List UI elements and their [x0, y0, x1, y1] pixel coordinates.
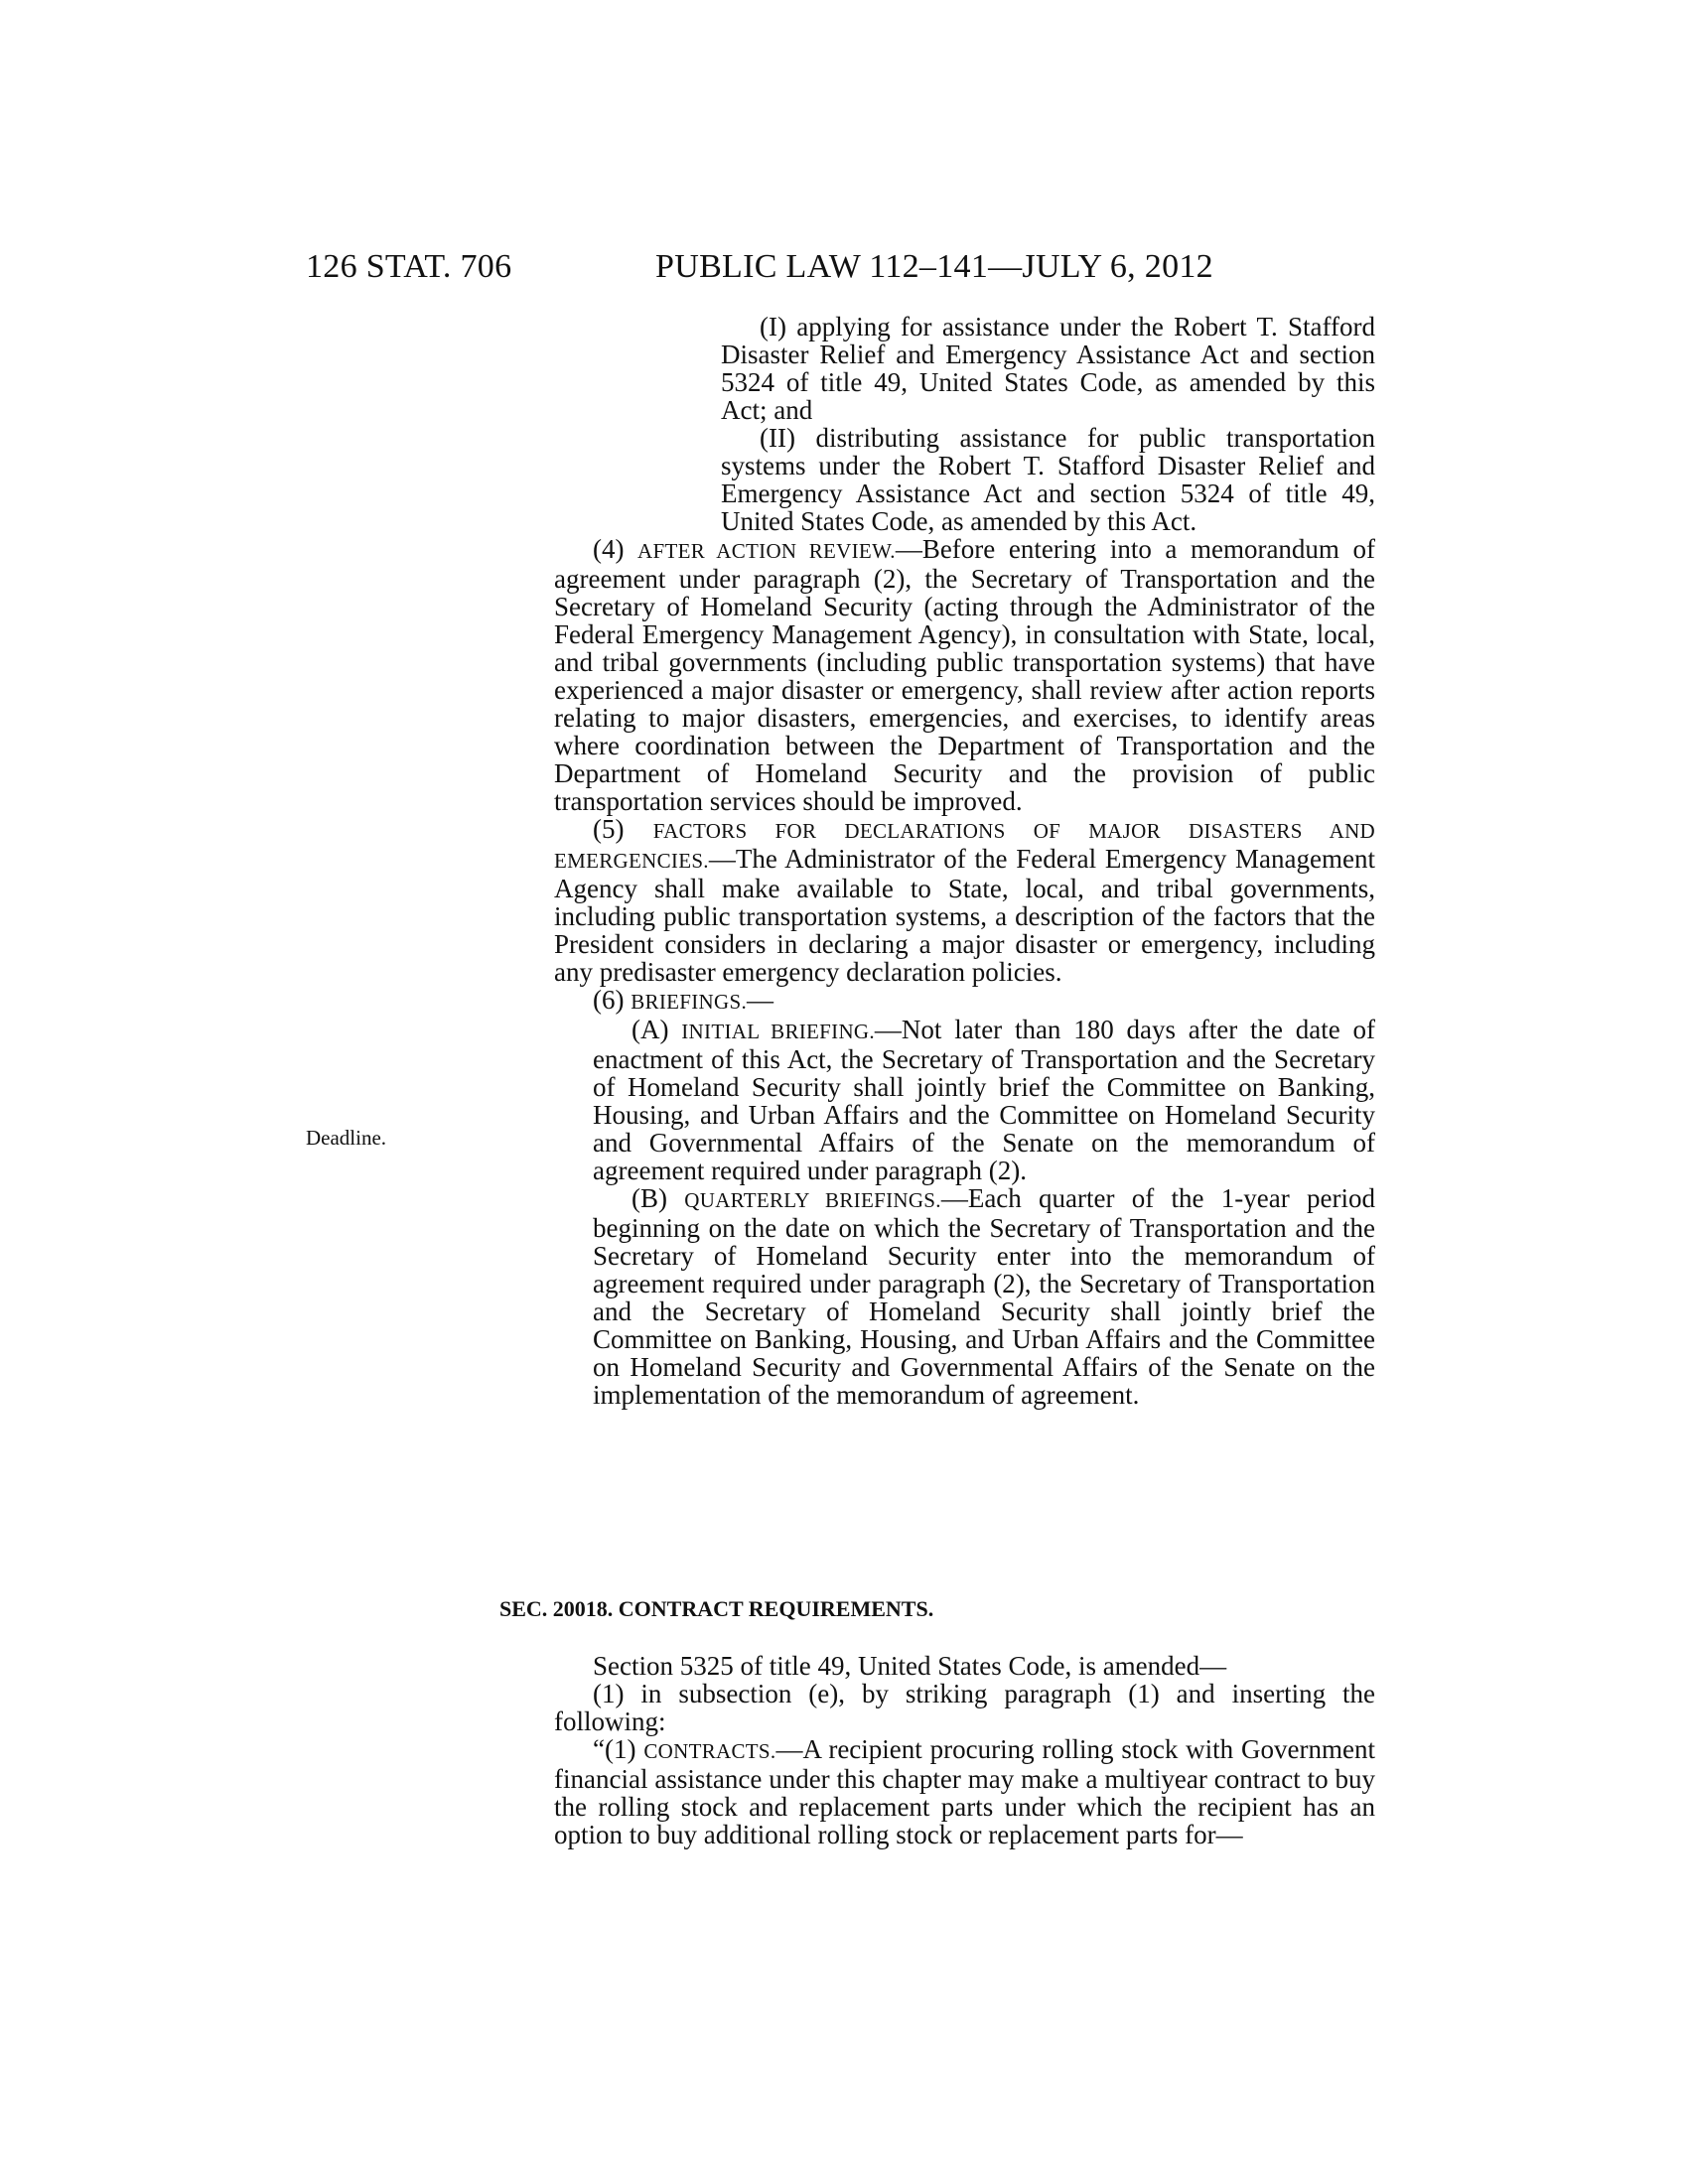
paragraph-6: [554, 986, 1375, 1016]
section-body-text: [554, 1652, 1375, 1848]
paragraph-6A-heading: INITIAL BRIEFING.: [681, 1020, 875, 1043]
paragraph-6B-text: —Each quarter of the 1-year period beginning on the date on which the Secretary of Transportation and the Secretary of Homeland Security enter into the memorandum of agreement required under paragraph (2), the Secretary of Transportation and the Secretary of Homeland Security shall jointly brief the Committee on Banking, Housing, and Urban Affairs and the Committee on Homeland Security and Governmental Affairs of the Senate on the implementation of the memorandum of agreement.: [593, 1183, 1375, 1410]
section-intro: Section 5325 of title 49, United States Code, is amended—: [593, 1651, 1227, 1681]
paragraph-5-heading: FACTORS FOR DECLARATIONS OF MAJOR DISASTERS AND EMERGENCIES.: [554, 819, 1376, 873]
paragraph-4: [554, 535, 1375, 815]
running-header: PUBLIC LAW 112–141—JULY 6, 2012: [655, 248, 1213, 285]
paragraph-4-number: (4): [593, 534, 638, 564]
paragraph-6-heading: BRIEFINGS.: [631, 990, 748, 1014]
paragraph-II: (II) distributing assistance for public transportation systems under the Robert T. Stafford Disaster Relief and Emergency Assistance Act and section 5324 of title 49, United States Code, as amended by this Act.: [721, 423, 1375, 536]
paragraph-I: (I) applying for assistance under the Robert T. Stafford Disaster Relief and Emergency Assistance Act and section 5324 of title 49, United States Code, as amended by this Act; and: [721, 312, 1375, 425]
inserted-paragraph-1-heading: CONTRACTS.: [643, 1739, 776, 1763]
inserted-paragraph-1: [554, 1735, 1375, 1848]
inserted-paragraph-1-text: —A recipient procuring rolling stock with Government financial assistance under this chapter may make a multiyear contract to buy the rolling stock and replacement parts under which the recipient has an option to buy additional rolling stock or replacement parts for—: [554, 1734, 1376, 1849]
paragraph-6-number: (6): [593, 985, 632, 1015]
paragraph-5-number: (5): [593, 814, 653, 844]
paragraph-4-heading: AFTER ACTION REVIEW.: [637, 539, 896, 563]
paragraph-6A-text: —Not later than 180 days after the date of enactment of this Act, the Secretary of Transportation and the Secretary of Homeland Security shall jointly brief the Committee on Banking, Housing, and Urban Affairs and the Committee on Homeland Security and Governmental Affairs of the Senate on the memorandum of agreement required under paragraph (2).: [593, 1015, 1375, 1185]
margin-note: Deadline.: [306, 1126, 387, 1150]
paragraph-6A: [554, 1016, 1375, 1184]
paragraph-6A-number: (A): [632, 1015, 682, 1044]
paragraph-6B-number: (B): [632, 1183, 685, 1213]
paragraph-5-text: —The Administrator of the Federal Emergency Management Agency shall make available to State, local, and tribal governments, including public transportation systems, a description of the factors that the President considers in declaring a major disaster or emergency, including any predisaster emergency declaration policies.: [554, 844, 1375, 987]
paragraph-6-text: —: [747, 985, 774, 1015]
body-text: [554, 313, 1375, 1409]
paragraph-6B: [554, 1184, 1375, 1409]
inserted-paragraph-1-number: “(1): [593, 1734, 644, 1764]
paragraph-5: [554, 815, 1375, 986]
paragraph-6B-heading: QUARTERLY BRIEFINGS.: [684, 1188, 941, 1212]
amendment-1: (1) in subsection (e), by striking paragraph (1) and inserting the following:: [554, 1679, 1375, 1736]
paragraph-4-text: —Before entering into a memorandum of agreement under paragraph (2), the Secretary of Transportation and the Secretary of Homeland Security (acting through the Administrator of the Federal Emergency Management Agency), in consultation with State, local, and tribal governments (including public transportation systems) that have experienced a major disaster or emergency, shall review after action reports relating to major disasters, emergencies, and exercises, to identify areas where coordination between the Department of Transportation and the Department of Homeland Security and the provision of public transportation services should be improved.: [554, 534, 1375, 816]
section-heading: SEC. 20018. CONTRACT REQUIREMENTS.: [499, 1596, 934, 1621]
page-stat-citation: 126 STAT. 706: [306, 248, 512, 285]
